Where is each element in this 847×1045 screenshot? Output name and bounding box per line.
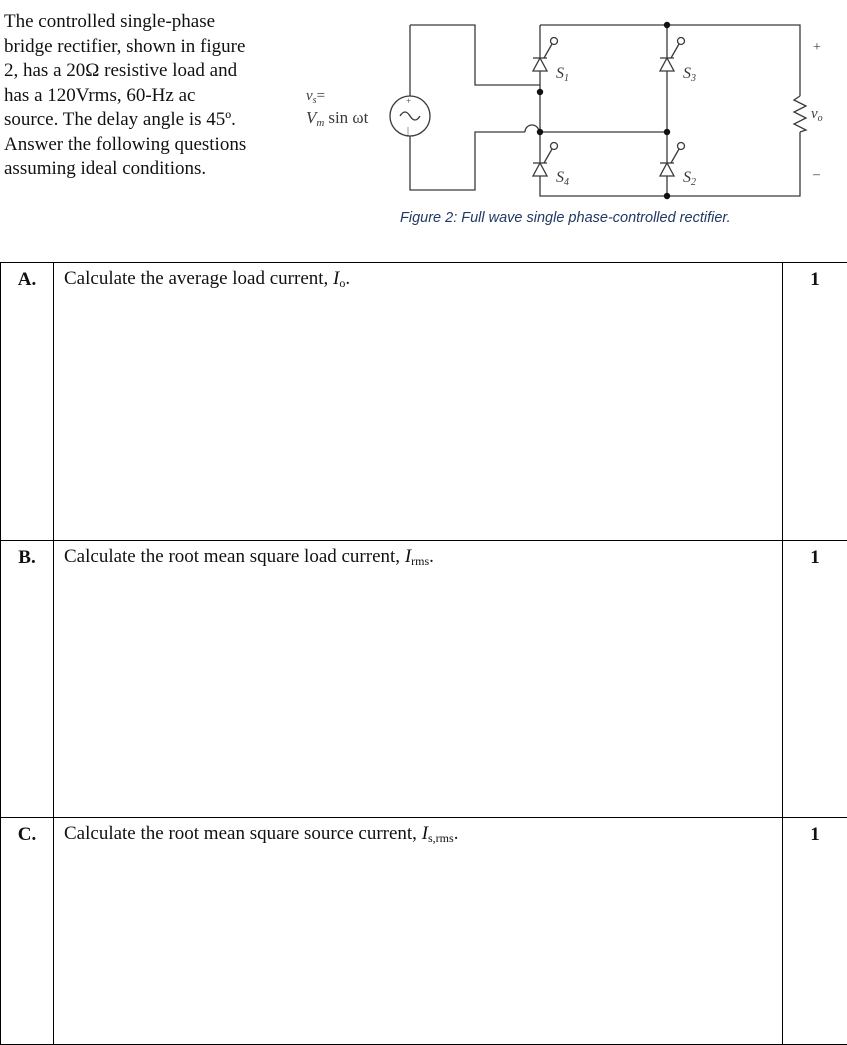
- figure-caption: Figure 2: Full wave single phase-controlled rectifier.: [400, 210, 731, 226]
- problem-line: has a 120Vrms, 60-Hz ac: [4, 84, 294, 109]
- problem-line: bridge rectifier, shown in figure: [4, 35, 294, 60]
- question-marks: 1: [783, 263, 847, 541]
- ac-source-symbol: [390, 96, 430, 137]
- question-label: C.: [1, 818, 54, 1045]
- thyristor-s1: [533, 38, 569, 85]
- svg-text:Vmsin ωt: Vm sin ωt: [306, 108, 369, 129]
- thyristor-s2: [660, 143, 696, 189]
- question-text: Calculate the root mean square load current, $I_{rms}$.: [54, 541, 783, 818]
- thyristor-s4: [533, 143, 569, 189]
- svg-text:S1: S1: [556, 65, 569, 84]
- output-labels: [811, 40, 823, 182]
- svg-text:+: +: [813, 40, 821, 55]
- question-label: B.: [1, 541, 54, 818]
- problem-line: assuming ideal conditions.: [4, 157, 294, 182]
- svg-text:S2: S2: [683, 169, 696, 188]
- svg-text:vo: $v_o$: [811, 106, 823, 124]
- question-row-c: [1, 818, 847, 1045]
- question-text: Calculate the root mean square source current, $I_{s,rms}$.: [54, 818, 783, 1045]
- problem-line: Answer the following questions: [4, 133, 294, 158]
- svg-text:vs=: $v_s=$: [306, 88, 325, 106]
- question-label: A.: [1, 263, 54, 541]
- problem-line: The controlled single-phase: [4, 10, 294, 35]
- problem-statement: [4, 10, 294, 182]
- svg-text:S3: S3: [683, 65, 696, 84]
- source-label: [306, 88, 369, 129]
- svg-text:S4: S4: [556, 169, 569, 188]
- questions-table: [0, 262, 847, 1045]
- question-row-a: [1, 263, 847, 541]
- svg-text:|: |: [407, 126, 409, 137]
- problem-line: 2, has a 20Ω resistive load and: [4, 59, 294, 84]
- load-resistor: [792, 96, 808, 132]
- question-text: Calculate the average load current, $I_o$.: [54, 263, 783, 541]
- question-marks: 1: [783, 541, 847, 818]
- question-row-b: [1, 541, 847, 818]
- svg-text:+: +: [406, 96, 411, 106]
- question-marks: 1: [783, 818, 847, 1045]
- thyristor-s3: [660, 38, 696, 85]
- rectifier-circuit-diagram: [280, 8, 840, 203]
- svg-text:–: –: [812, 167, 821, 182]
- problem-line: source. The delay angle is 45º.: [4, 108, 294, 133]
